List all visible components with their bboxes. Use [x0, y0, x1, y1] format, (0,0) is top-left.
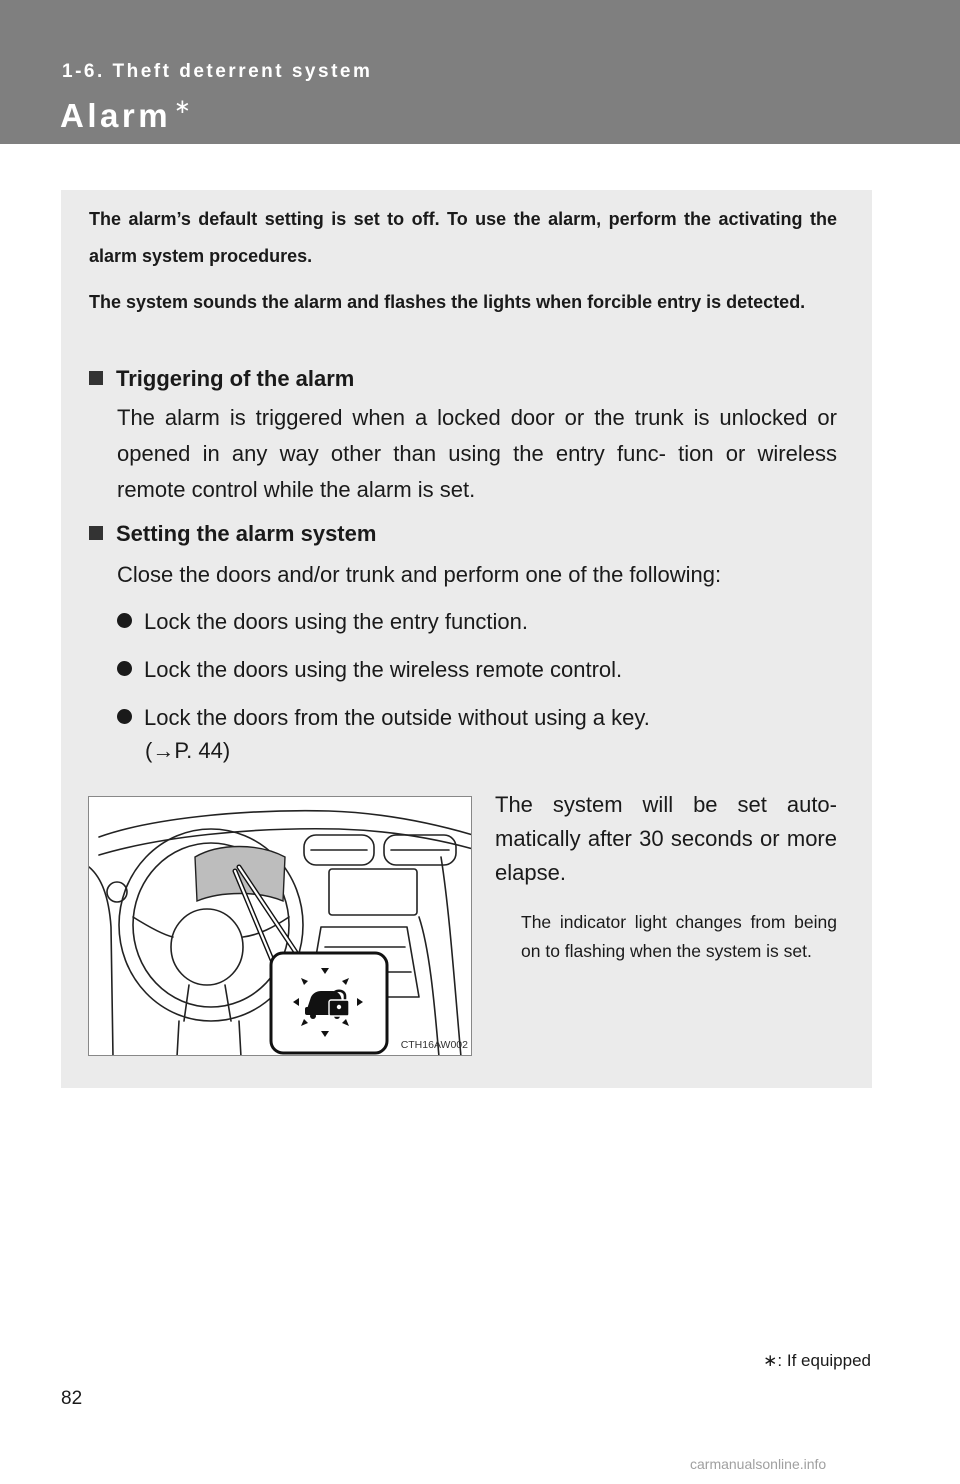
intro-paragraph: The system sounds the alarm and flashes the lights when forcible entry is detected. — [89, 292, 806, 312]
section-heading-setting — [89, 521, 376, 547]
dashboard-drawing — [89, 797, 472, 1056]
page-header — [0, 0, 960, 144]
bullet-text: Lock the doors from the outside without using a key. — [144, 705, 650, 730]
footnote: ∗: If equipped — [763, 1351, 871, 1370]
section-heading-text: Setting the alarm system — [116, 521, 377, 546]
section-heading-triggering — [89, 366, 354, 392]
bullet-dot-icon — [117, 613, 132, 628]
page-title — [60, 94, 191, 135]
bullet-dot-icon — [117, 661, 132, 676]
bullet-item — [117, 705, 650, 731]
section-heading-text: Triggering of the alarm — [116, 366, 355, 391]
section-label: 1-6. Theft deterrent system — [62, 61, 373, 82]
dashboard-illustration — [88, 796, 472, 1056]
intro-paragraph: The alarm’s default setting is set to off. To use the alarm, perform the activating the alarm system procedures. — [89, 209, 837, 266]
bullet-text: Lock the doors using the wireless remote control. — [144, 657, 623, 682]
bullet-text: Lock the doors using the entry function. — [144, 609, 529, 634]
side-description: The system will be set auto- matically after 30 seconds or more elapse. — [495, 792, 837, 885]
if-equipped-mark: ∗ — [174, 96, 191, 118]
side-note: The indicator light changes from being on to flashing when the system is set. — [521, 912, 837, 961]
bullet-dot-icon — [117, 709, 132, 724]
square-bullet-icon — [89, 526, 103, 540]
section-body: The alarm is triggered when a locked door or the trunk is unlocked or opened in any way other than using the entry func- tion or wireless remote control while the alarm is set. — [117, 405, 837, 502]
page-reference: (→P. 44) — [145, 738, 231, 763]
page-title-text: Alarm — [60, 97, 172, 134]
square-bullet-icon — [89, 371, 103, 385]
page-number: 82 — [61, 1388, 83, 1409]
section-body: Close the doors and/or trunk and perform one of the following: — [117, 562, 722, 587]
watermark: carmanualsonline.info — [690, 1456, 827, 1472]
bullet-item — [117, 609, 528, 635]
bullet-item — [117, 657, 622, 683]
figure-code: CTH16AW002 — [400, 1039, 468, 1051]
